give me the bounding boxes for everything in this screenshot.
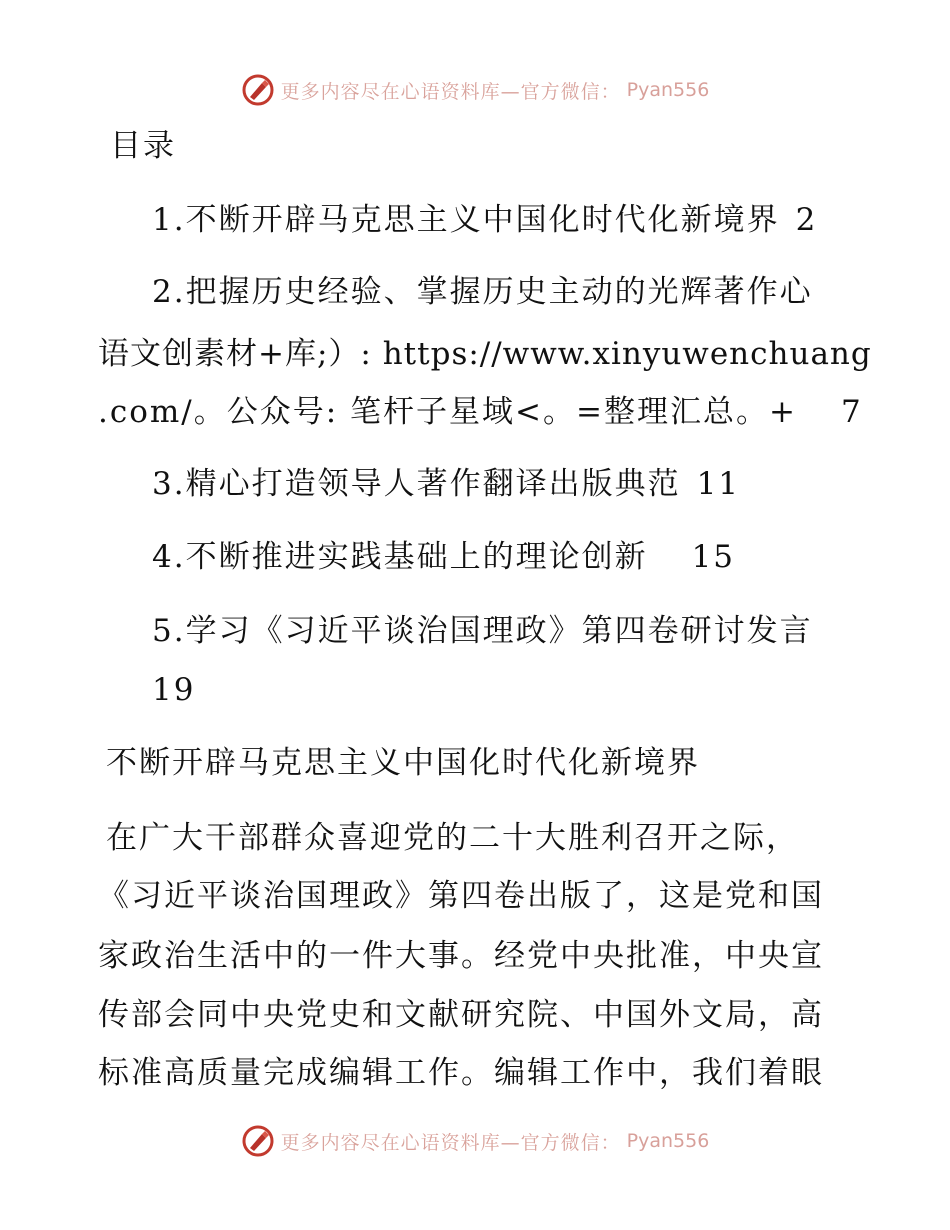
article-line: 《习近平谈治国理政》第四卷出版了，这是党和国 [98, 878, 824, 914]
toc-entry-1[interactable] [152, 200, 817, 240]
watermark-wechat-id: Pyan556 [626, 79, 710, 101]
watermark-text: 更多内容尽在心语资料库—官方微信： [280, 1131, 621, 1154]
article-line: 家政治生活中的一件大事。经党中央批准，中央宣 [98, 938, 824, 974]
toc-entry-5[interactable]: 5.学习《习近平谈治国理政》第四卷研讨发言 [152, 613, 813, 649]
pen-logo-icon [241, 73, 275, 107]
toc-entry-text: .com/。公众号: 笔杆子星域<。=整理汇总。+ [98, 394, 797, 430]
article-title: 不断开辟马克思主义中国化时代化新境界 [106, 745, 700, 781]
pen-logo-icon [241, 1124, 275, 1158]
toc-entry-page: 15 [691, 539, 736, 575]
toc-entry-page: 7 [840, 394, 863, 430]
watermark-wechat-id: Pyan556 [626, 1130, 710, 1152]
toc-entry-2-line-1[interactable]: 2.把握历史经验、掌握历史主动的光辉著作心 [152, 274, 813, 310]
footer-watermark [0, 1123, 950, 1159]
toc-entry-5-page: 19 [152, 672, 196, 708]
toc-title: 目录 [110, 128, 176, 164]
toc-entry-text: 4.不断推进实践基础上的理论创新 [152, 539, 648, 575]
article-line: 标准高质量完成编辑工作。编辑工作中，我们着眼 [98, 1055, 824, 1091]
toc-entry-3[interactable] [152, 464, 740, 504]
toc-entry-text: 3.精心打造领导人著作翻译出版典范 [152, 466, 681, 502]
article-line: 在广大干部群众喜迎党的二十大胜利召开之际， [106, 820, 799, 856]
toc-entry-4[interactable] [152, 537, 735, 577]
toc-entry-2-line-3 [98, 392, 863, 432]
toc-entry-page: 11 [696, 466, 741, 502]
toc-entry-page: 2 [795, 202, 818, 238]
article-line: 传部会同中央党史和文献研究院、中国外文局，高 [98, 997, 824, 1033]
toc-entry-text: 1.不断开辟马克思主义中国化时代化新境界 [152, 202, 780, 238]
toc-entry-2-line-2: 语文创素材+库;）: https://www.xinyuwenchuang [98, 336, 872, 372]
header-watermark [0, 72, 950, 108]
watermark-text: 更多内容尽在心语资料库—官方微信： [280, 80, 621, 103]
